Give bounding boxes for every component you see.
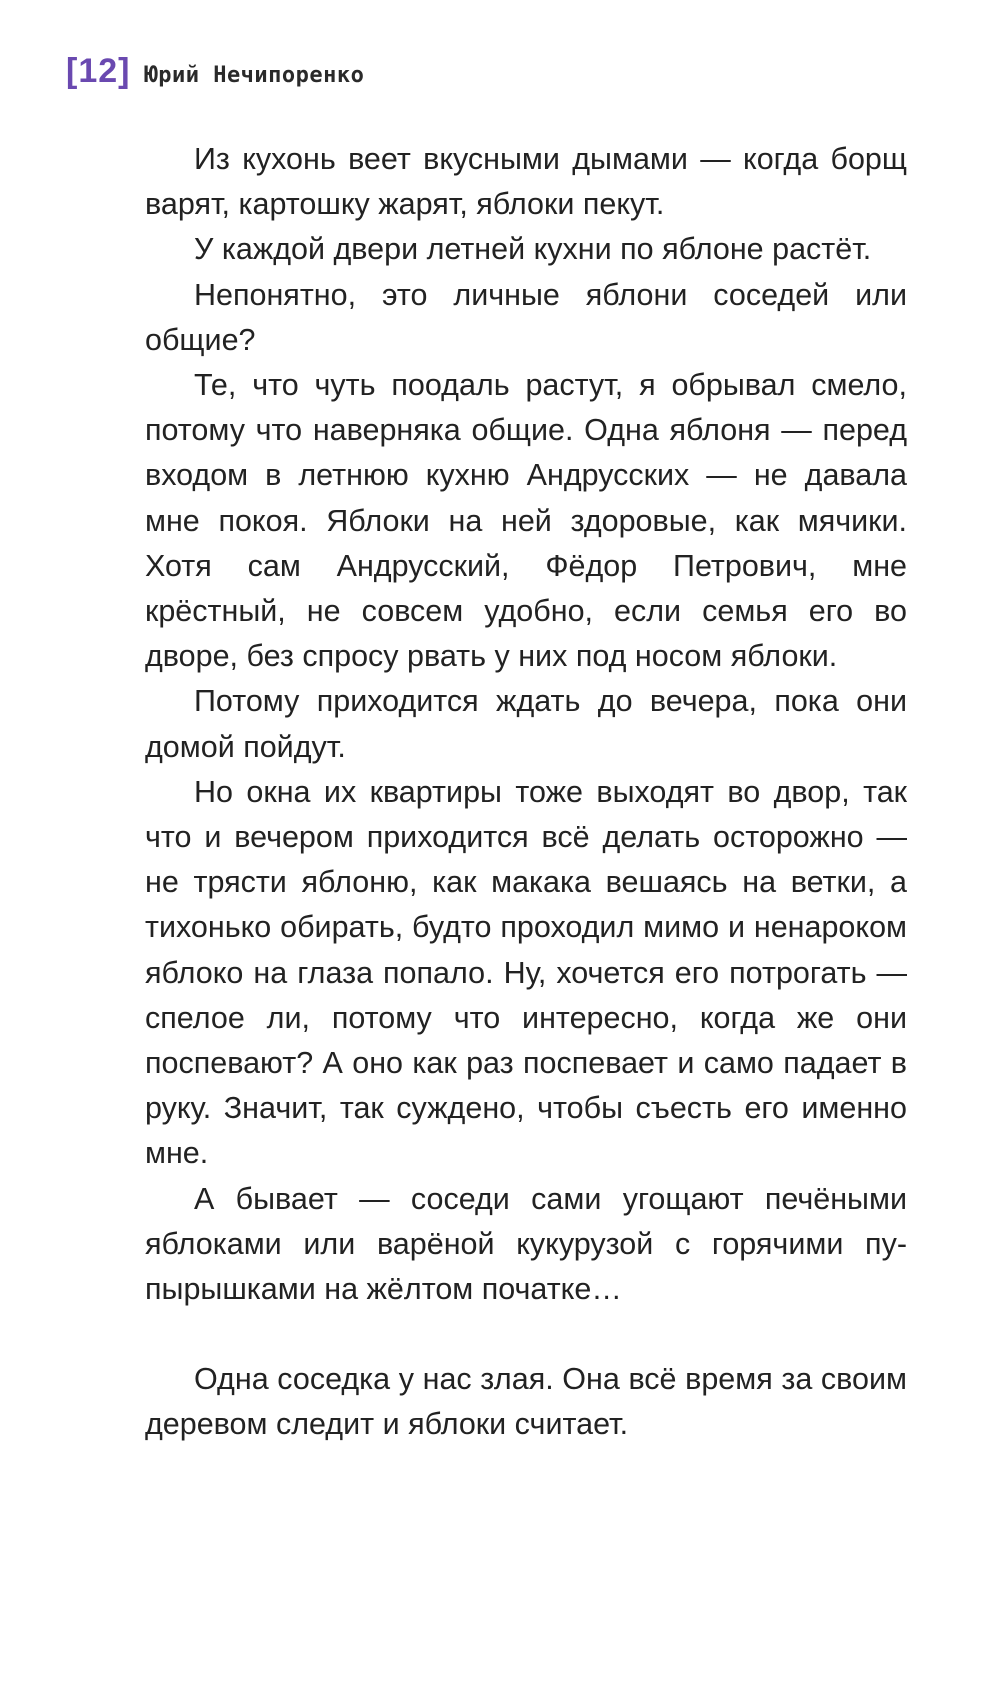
- page-number: [12]: [66, 52, 131, 90]
- paragraph: А бывает — соседи сами угощают печёными яблоками или варёной кукурузой с горячими пупырышками на жёлтом початке…: [145, 1181, 907, 1307]
- running-header: [66, 52, 364, 91]
- paragraph: У каждой двери летней кухни по яблоне растёт.: [194, 232, 872, 267]
- paragraph: Непонятно, это личные яблони соседей или общие?: [145, 277, 907, 357]
- author-name: Юрий Нечипоренко: [144, 63, 365, 88]
- paragraph: Те, что чуть поодаль растут, я обрывал смело, потому что наверняка общие. Одна яблоня — перед входом в летнюю кухню Андрусских — не давала мне покоя. Яблоки на ней здоровые, как мячики. Хотя сам Андрусский, Фёдор Петрович, мне крёстный, не совсем удобно, если семья его во дворе, без спросу рвать у них под носом яблоки.: [145, 368, 907, 674]
- body-text: [145, 137, 907, 1448]
- paragraph: Но окна их квартиры тоже выходят во двор, так что и вечером приходится всё делать осторожно — не трясти яблоню, как макака вешаясь на ветки, а тихонько обирать, будто проходил мимо и ненароком яблоко на глаза попало. Ну, хочется его потрогать — спелое ли, потому что интересно, когда же они поспевают? А оно как раз поспевает и само падает в руку. Значит, так суждено, чтобы съесть его именно мне.: [145, 774, 907, 1171]
- paragraph: Одна соседка у нас злая. Она всё время за своим деревом следит и яблоки считает.: [145, 1362, 907, 1442]
- paragraph: Из кухонь веет вкусными дымами — когда борщ варят, картошку жарят, яблоки пекут.: [145, 142, 907, 222]
- paragraph: Потому приходится ждать до вечера, пока они домой пойдут.: [145, 684, 907, 764]
